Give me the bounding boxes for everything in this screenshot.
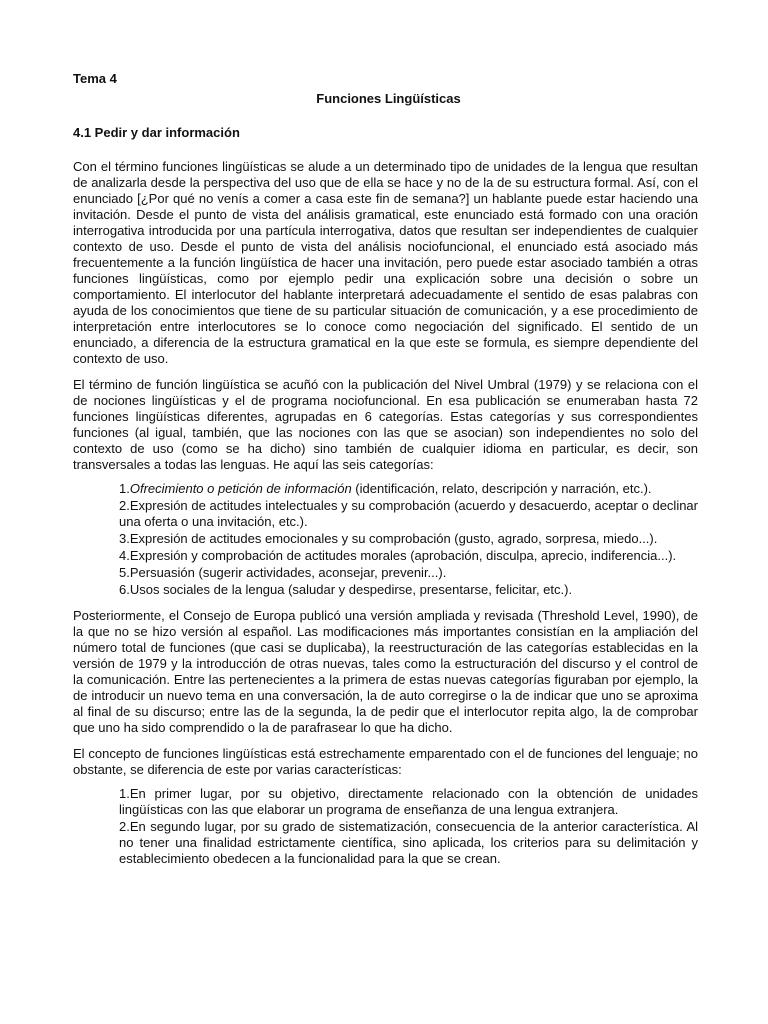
list-item-text: Usos sociales de la lengua (saludar y despedirse, presentarse, felicitar, etc.).	[129, 582, 573, 597]
unit-heading: Tema 4	[73, 71, 117, 86]
list-item	[119, 565, 698, 581]
list-item	[119, 531, 698, 547]
paragraph: El término de función lingüística se acuñó con la publicación del Nivel Umbral (1979) y se relaciona con el de nociones lingüísticas y el de programa nociofuncional. En esa publicación se enumeraban hasta 72 funciones lingüísticas diferentes, agrupadas en 6 categorías. Estas categorías y sus correspondientes funciones (al igual, también, que las nociones con las que se asocian) son independientes no solo del contexto de uso (como se ha dicho) sino también de cualquier idioma en particular, es decir, son transversales a todas las lenguas. He aquí las seis categorías:	[73, 377, 698, 472]
list-item-text: En segundo lugar, por su grado de sistematización, consecuencia de la anterior característica. Al no tener una finalidad estrictamente científica, sino aplicada, los criterios para su delimitación y establecimiento obedecen a la funcionalidad para la que se crean.	[119, 819, 698, 866]
list-item	[119, 582, 698, 598]
list-number: 1.	[119, 481, 130, 496]
paragraph: Con el término funciones lingüísticas se alude a un determinado tipo de unidades de la lengua que resultan de analizarla desde la perspectiva del uso que de ella se hace y no de la de su estructura formal. Así, con el enunciado [¿Por qué no venís a comer a casa este fin de semana?] un hablante puede estar haciendo una invitación. Desde el punto de vista del análisis gramatical, este enunciado está formado con una oración interrogativa introducida por una partícula interrogativa, datos que resultan ser independientes de cualquier contexto de uso. Desde el punto de vista del análisis nociofuncional, el enunciado está asociado más frecuentemente a la función lingüística de hacer una invitación, pero puede estar asociado también a otras funciones lingüísticas, como por ejemplo pedir una explicación sobre una decisión o sobre un comportamiento. El interlocutor del hablante interpretará adecuadamente el sentido de esas palabras con ayuda de los conocimientos que tiene de su particular situación de comunicación, y a ese procedimiento de interpretación entre interlocutores se lo conoce como negociación del significado. El sentido de un enunciado, a diferencia de la estructura gramatical en la que este se formula, es siempre dependiente del contexto de uso.	[73, 159, 698, 366]
list-item	[119, 481, 698, 497]
document-title: Funciones Lingüísticas	[316, 91, 461, 106]
list-number: 2.	[119, 819, 130, 834]
list-item	[119, 786, 698, 818]
list-item	[119, 548, 698, 564]
paragraph: El concepto de funciones lingüísticas está estrechamente emparentado con el de funciones del lenguaje; no obstante, se diferencia de este por varias características:	[73, 746, 698, 777]
characteristics-list	[73, 786, 698, 867]
list-item-text: Expresión de actitudes emocionales y su comprobación (gusto, agrado, sorpresa, miedo...).	[129, 531, 658, 546]
list-item-text: Persuasión (sugerir actividades, aconsejar, prevenir...).	[129, 565, 447, 580]
list-item-text: (identificación, relato, descripción y narración, etc.).	[351, 481, 652, 496]
paragraph: Posteriormente, el Consejo de Europa publicó una versión ampliada y revisada (Threshold Level, 1990), de la que no se hizo versión al español. Las modificaciones más importantes consistían en la ampliación del número total de funciones (que casi se duplicaba), la reestructuración de las categorías establecidas en la versión de 1979 y la introducción de otras nuevas, tales como la estructuración del discurso y el control de la comunicación. Entre las pertenecientes a la primera de estas nuevas categorías figuraban por ejemplo, la de introducir un nuevo tema en una conversación, la de auto corregirse o la de indicar que uno se aproxima al final de su discurso; entre las de la segunda, la de pedir que el interlocutor repita algo, la de comprobar que uno ha sido comprendido o la de parafrasear lo que ha dicho.	[73, 608, 698, 735]
list-number: 6.	[119, 582, 130, 597]
list-number: 1.	[119, 786, 130, 801]
list-item-text: Expresión y comprobación de actitudes morales (aprobación, disculpa, aprecio, indiferencia...).	[129, 548, 677, 563]
list-item	[119, 819, 698, 867]
list-number: 5.	[119, 565, 130, 580]
list-number: 3.	[119, 531, 130, 546]
list-item-text: En primer lugar, por su objetivo, directamente relacionado con la obtención de unidades lingüísticas con las que elaborar un programa de enseñanza de una lengua extranjera.	[119, 786, 698, 817]
list-item-text: Expresión de actitudes intelectuales y su comprobación (acuerdo y desacuerdo, aceptar o declinar una oferta o una invitación, etc.).	[119, 498, 698, 529]
categories-list	[73, 481, 698, 598]
list-number: 2.	[119, 498, 130, 513]
list-item	[119, 498, 698, 530]
list-number: 4.	[119, 548, 130, 563]
section-heading: 4.1 Pedir y dar información	[73, 125, 240, 140]
list-item-emphasis: Ofrecimiento o petición de información	[129, 481, 352, 496]
